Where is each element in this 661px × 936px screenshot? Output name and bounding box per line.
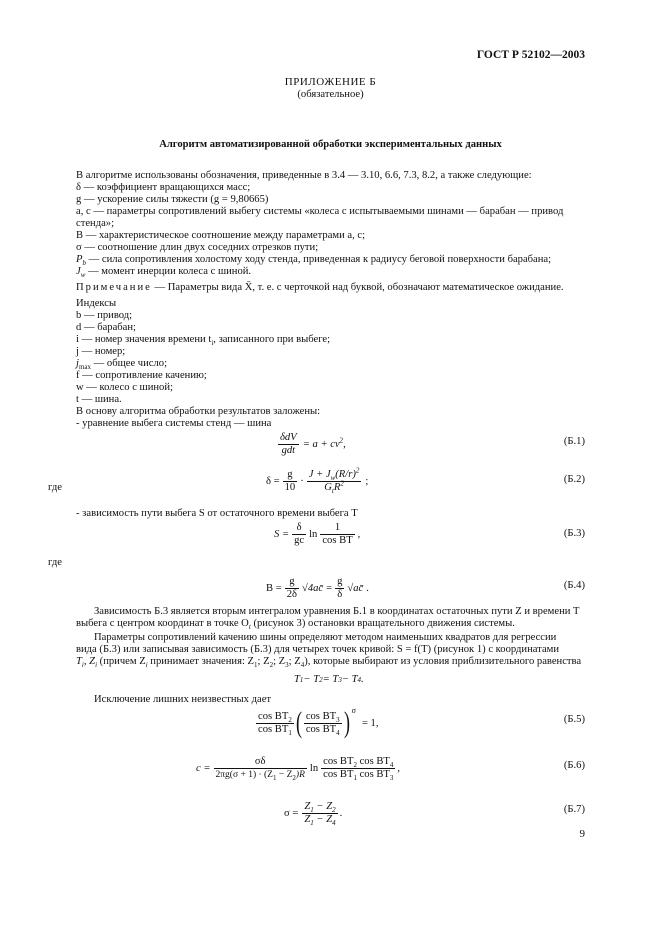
b6-f2-numerator: $\cos BT_2$ $\cos BT_4$ xyxy=(323,756,394,770)
b5-fraction-2 xyxy=(304,711,342,736)
index-j: j — номер; xyxy=(76,346,126,357)
def-Jw-sub: w xyxy=(80,271,86,280)
b6-f2-denominator: $\cos BT_1$ $\cos BT_3$ xyxy=(323,769,394,783)
tt-1: T xyxy=(294,674,300,685)
b6-f2-den-b: cos BT xyxy=(356,769,390,780)
b5-f1-numerator: $\cos BT_2$ xyxy=(258,710,292,724)
b4-lhs: B = xyxy=(266,583,282,594)
paragraph-2-line-1: Параметры сопротивлений качению шины определяют методом наименьших квадратов для регрессии xyxy=(94,632,557,643)
b1-rhs: = $a + cv^2$, xyxy=(302,436,346,450)
def-Pb-symbol: P xyxy=(76,254,83,265)
p2-cond: (причем Z xyxy=(97,656,146,667)
tt-4: − T xyxy=(341,674,358,685)
def-Pb xyxy=(76,254,551,266)
equation-b2-number: (Б.2) xyxy=(563,474,585,485)
b5-f2-numerator: $\cos BT_3$ xyxy=(305,710,340,724)
b7-denominator: $Z_1 - Z_4$ xyxy=(304,814,336,828)
b2-fraction-1 xyxy=(283,469,298,494)
def-ac-line2: стенда»; xyxy=(76,218,115,229)
b3-fraction-2 xyxy=(320,522,354,547)
b5-rhs: = 1, xyxy=(361,717,379,729)
b7-den-b: − Z xyxy=(313,814,333,825)
paragraph-2-line-2: вида (Б.3) или записывая зависимость (Б.3) для четырех точек кривой: S = f(T) (рисунок 1) с координатами xyxy=(76,644,560,655)
b6-f1-numerator: σδ xyxy=(214,756,307,769)
b3-fraction-1 xyxy=(292,522,306,547)
b5-f1-den-text: cos BT xyxy=(258,723,289,735)
b2-f2-num-sub: w xyxy=(330,474,336,483)
p2-tail: ), которые выбирают из условия приблизительного равенства xyxy=(304,656,582,667)
exclusion-text: Исключение лишних неизвестных дает xyxy=(94,694,272,705)
index-jmax-symbol: j xyxy=(76,358,79,369)
b5-left-paren: ( xyxy=(295,706,302,739)
p2-values: принимает значения: Z xyxy=(147,656,255,667)
b5-fraction-1 xyxy=(256,711,294,736)
equation-b6-number: (Б.6) xyxy=(563,760,585,771)
indices-title: Индексы xyxy=(76,298,117,309)
b2-f2-numerator: $J + J_w(R/r)^2$ xyxy=(308,466,360,483)
index-i-sub: i xyxy=(211,339,214,348)
def-delta: δ — коэффициент вращающихся масс; xyxy=(76,182,251,193)
b3-f1-denominator: gc xyxy=(294,535,305,546)
equation-b7-number: (Б.7) xyxy=(563,804,585,815)
index-jmax-sub: max xyxy=(78,363,92,372)
appendix-status: (обязательное) xyxy=(297,89,364,100)
b2-f2-den-sub: t xyxy=(331,487,334,496)
b2-f2-num-text: J + J xyxy=(308,469,331,480)
b1-sup: 2 xyxy=(339,436,344,445)
where-2: где xyxy=(48,557,62,568)
p2-z2: ; Z xyxy=(257,656,270,667)
note-label: Примечание xyxy=(76,282,152,293)
index-b: b — привод; xyxy=(76,310,133,321)
b6-f2-den-a: cos BT xyxy=(323,769,354,780)
b2-dot: · xyxy=(300,476,304,487)
b2-f2-den-text: G xyxy=(324,482,332,493)
b5-sigma: σ xyxy=(351,705,356,715)
index-i xyxy=(76,334,330,346)
p2-T: T xyxy=(76,656,82,667)
def-Jw-symbol: J xyxy=(76,266,81,277)
b2-f1-numerator: g xyxy=(283,469,298,482)
def-sigma: σ — соотношение длин двух соседних отрезков пути; xyxy=(76,242,319,253)
appendix-title: ПРИЛОЖЕНИЕ Б xyxy=(284,76,377,88)
b5-f2-denominator: $\cos BT_4$ xyxy=(305,723,340,737)
b6-ln: ln xyxy=(309,763,319,774)
index-i-tail: , записанного при выбеге; xyxy=(213,334,331,345)
b2-f2-num-tail: (R/r) xyxy=(335,469,356,480)
b4-fraction-2 xyxy=(335,576,344,601)
b5-right-paren: ) xyxy=(343,706,350,739)
b7-fraction xyxy=(302,801,337,826)
section-title: Алгоритм автоматизированной обработки экспериментальных данных xyxy=(159,139,502,150)
b4-root-2: √ac̄ xyxy=(347,583,364,594)
p1-line2-text: выбега с центром координат в точке O xyxy=(76,618,249,629)
b6-den-c: )R xyxy=(295,770,305,780)
index-jmax-text: — общее число; xyxy=(91,358,168,369)
index-jmax xyxy=(76,358,167,370)
equation-b6: c = $\frac{\sigma\delta}{2\pi g(\sigma + 1) \cdot (Z_1 - Z_2)R}$ ln $\frac{\cos BT_2 \cos BT_4}{\cos BT_1 \cos BT_3}$ , xyxy=(196,756,401,783)
p1-line2-tail: (рисунок 3) остановки вращательного движения системы. xyxy=(250,618,515,629)
b6-f1-denominator: $2\pi g(\sigma + 1) \cdot (Z_1 - Z_2)R$ xyxy=(215,770,305,782)
index-t: t — шина. xyxy=(76,394,122,405)
intro-text: В алгоритме использованы обозначения, приведенные в 3.4 — 3.10, 6.6, 7.3, 8.2, а также следующие: xyxy=(76,170,532,181)
b3-f2-denominator: cos BT xyxy=(322,535,353,546)
equation-b3: S = $\frac{\delta}{gc}$ ln $\frac{1}{\text{cos BT}}$ , xyxy=(274,522,361,546)
b1-denominator: gdt xyxy=(281,445,296,456)
def-B: В — характеристическое соотношение между параметрами a, c; xyxy=(76,230,366,241)
path-dependency: - зависимость пути выбега S от остаточного времени выбега T xyxy=(76,508,358,519)
tt-3: = T xyxy=(322,674,339,685)
b5-f2-num-text: cos BT xyxy=(305,710,337,722)
equation-b4-number: (Б.4) xyxy=(563,580,585,591)
b4-f2-numerator: g xyxy=(337,576,343,587)
page-number: 9 xyxy=(579,828,585,840)
index-w: w — колесо с шиной; xyxy=(76,382,173,393)
def-Pb-text: — сила сопротивления холостому ходу стенда, приведенная к радиусу беговой поверхности барабана; xyxy=(85,254,552,265)
p2-Z: , Z xyxy=(83,656,96,667)
equation-b5 xyxy=(256,705,379,739)
b2-f1-denominator: 10 xyxy=(284,482,296,493)
b2-f2-denominator: $G_tR^2$ xyxy=(324,479,344,496)
b2-f2-den-tail: R xyxy=(333,482,341,493)
index-d: d — барабан; xyxy=(76,322,136,333)
index-i-text: i — номер значения времени t xyxy=(76,334,212,345)
b3-ln: ln xyxy=(309,529,318,540)
b7-lhs: σ = xyxy=(284,808,299,819)
b3-f1-numerator: δ xyxy=(292,522,306,535)
b4-f1-numerator: g xyxy=(285,576,299,589)
basis-text: В основу алгоритма обработки результатов заложены: xyxy=(76,406,321,417)
b4-root-1: √4ac̄ xyxy=(302,583,324,594)
b6-fraction-1 xyxy=(214,756,307,781)
equation-b4: B = $\frac{g}{2\delta}$ √4ac̄ = $\frac{g}{\delta}$ √ac̄ . xyxy=(266,576,369,600)
equation-b7: σ = $\frac{Z_1 - Z_2}{Z_1 - Z_4}$ . xyxy=(284,801,343,828)
basis-item-1: - уравнение выбега системы стенд — шина xyxy=(76,418,272,429)
b7-den-a: Z xyxy=(304,814,311,825)
equation-b5-number: (Б.5) xyxy=(563,714,585,725)
b6-fraction-2 xyxy=(321,756,395,781)
p1-sub: t xyxy=(248,623,251,632)
note-text: — Параметры вида X̄, т. е. с черточкой над буквой, обозначают математическое ожидание. xyxy=(151,282,564,293)
b7-num-b: − Z xyxy=(313,801,333,812)
def-Pb-sub: b xyxy=(82,259,86,268)
b6-lhs: c = xyxy=(196,763,211,774)
b6-den-b: − Z xyxy=(276,770,293,780)
b5-f1-num-text: cos BT xyxy=(258,710,289,722)
equation-b1 xyxy=(278,432,346,457)
paragraph-1-line-1: Зависимость Б.3 является вторым интегралом уравнения Б.1 в координатах остаточных пути Z и времени T xyxy=(94,606,580,617)
b3-f2-numerator: 1 xyxy=(320,522,354,535)
b4-f2-denominator: δ xyxy=(337,589,343,600)
b6-den-a: 2πg(σ + 1) · (Z xyxy=(215,770,273,780)
b4-equals: = xyxy=(326,583,333,594)
equation-b1-number: (Б.1) xyxy=(563,436,585,447)
equation-b2: δ = $\frac{g}{10}$ · $\frac{J + J_w(R/r)^2}{G_tR^2}$ ; xyxy=(266,466,369,496)
b1-fraction xyxy=(278,432,299,457)
b7-num-a: Z xyxy=(304,801,311,812)
def-g: g — ускорение силы тяжести (g = 9,80665) xyxy=(76,194,269,205)
p2-z3: ; Z xyxy=(273,656,286,667)
note xyxy=(76,282,564,294)
b3-lhs: S = xyxy=(274,529,290,540)
b4-f1-denominator: 2δ xyxy=(286,589,297,600)
b5-f2-den-text: cos BT xyxy=(305,723,337,735)
b6-f2-num-a: cos BT xyxy=(323,756,354,767)
b6-f2-num-b: cos BT xyxy=(356,756,390,767)
paragraph-2-line-3: $T_i$, $Z_i$ (причем $Z_i$ принимает значения: $Z_1$; $Z_2$; $Z_3$; $Z_4$), которые выбирают из условия приблизительного равенства xyxy=(76,656,582,670)
def-ac-line1: a, c — параметры сопротивлений выбегу системы «колеса с испытываемыми шинами — барабан — привод xyxy=(76,206,564,217)
where-1: где xyxy=(48,482,62,493)
b2-lhs: δ = xyxy=(266,476,280,487)
paragraph-1-line-2 xyxy=(76,618,515,630)
tt-2: − T xyxy=(303,674,320,685)
equation-t-equality: T 1 − T 2 = T 3 − T 4 . xyxy=(294,674,364,685)
equation-b3-number: (Б.3) xyxy=(563,528,585,539)
document-code: ГОСТ Р 52102—2003 xyxy=(476,49,585,61)
p2-z4: ; Z xyxy=(288,656,301,667)
b5-f1-denominator: $\cos BT_1$ xyxy=(258,723,292,737)
def-Jw-text: — момент инерции колеса с шиной. xyxy=(85,266,252,277)
index-f: f — сопротивление качению; xyxy=(76,370,207,381)
b7-numerator: $Z_1 - Z_2$ xyxy=(304,801,336,815)
b1-numerator: δdV xyxy=(280,432,297,443)
b4-fraction-1 xyxy=(285,576,299,601)
b1-rhs-text: = a + cv xyxy=(302,439,340,450)
def-Jw xyxy=(76,266,251,278)
